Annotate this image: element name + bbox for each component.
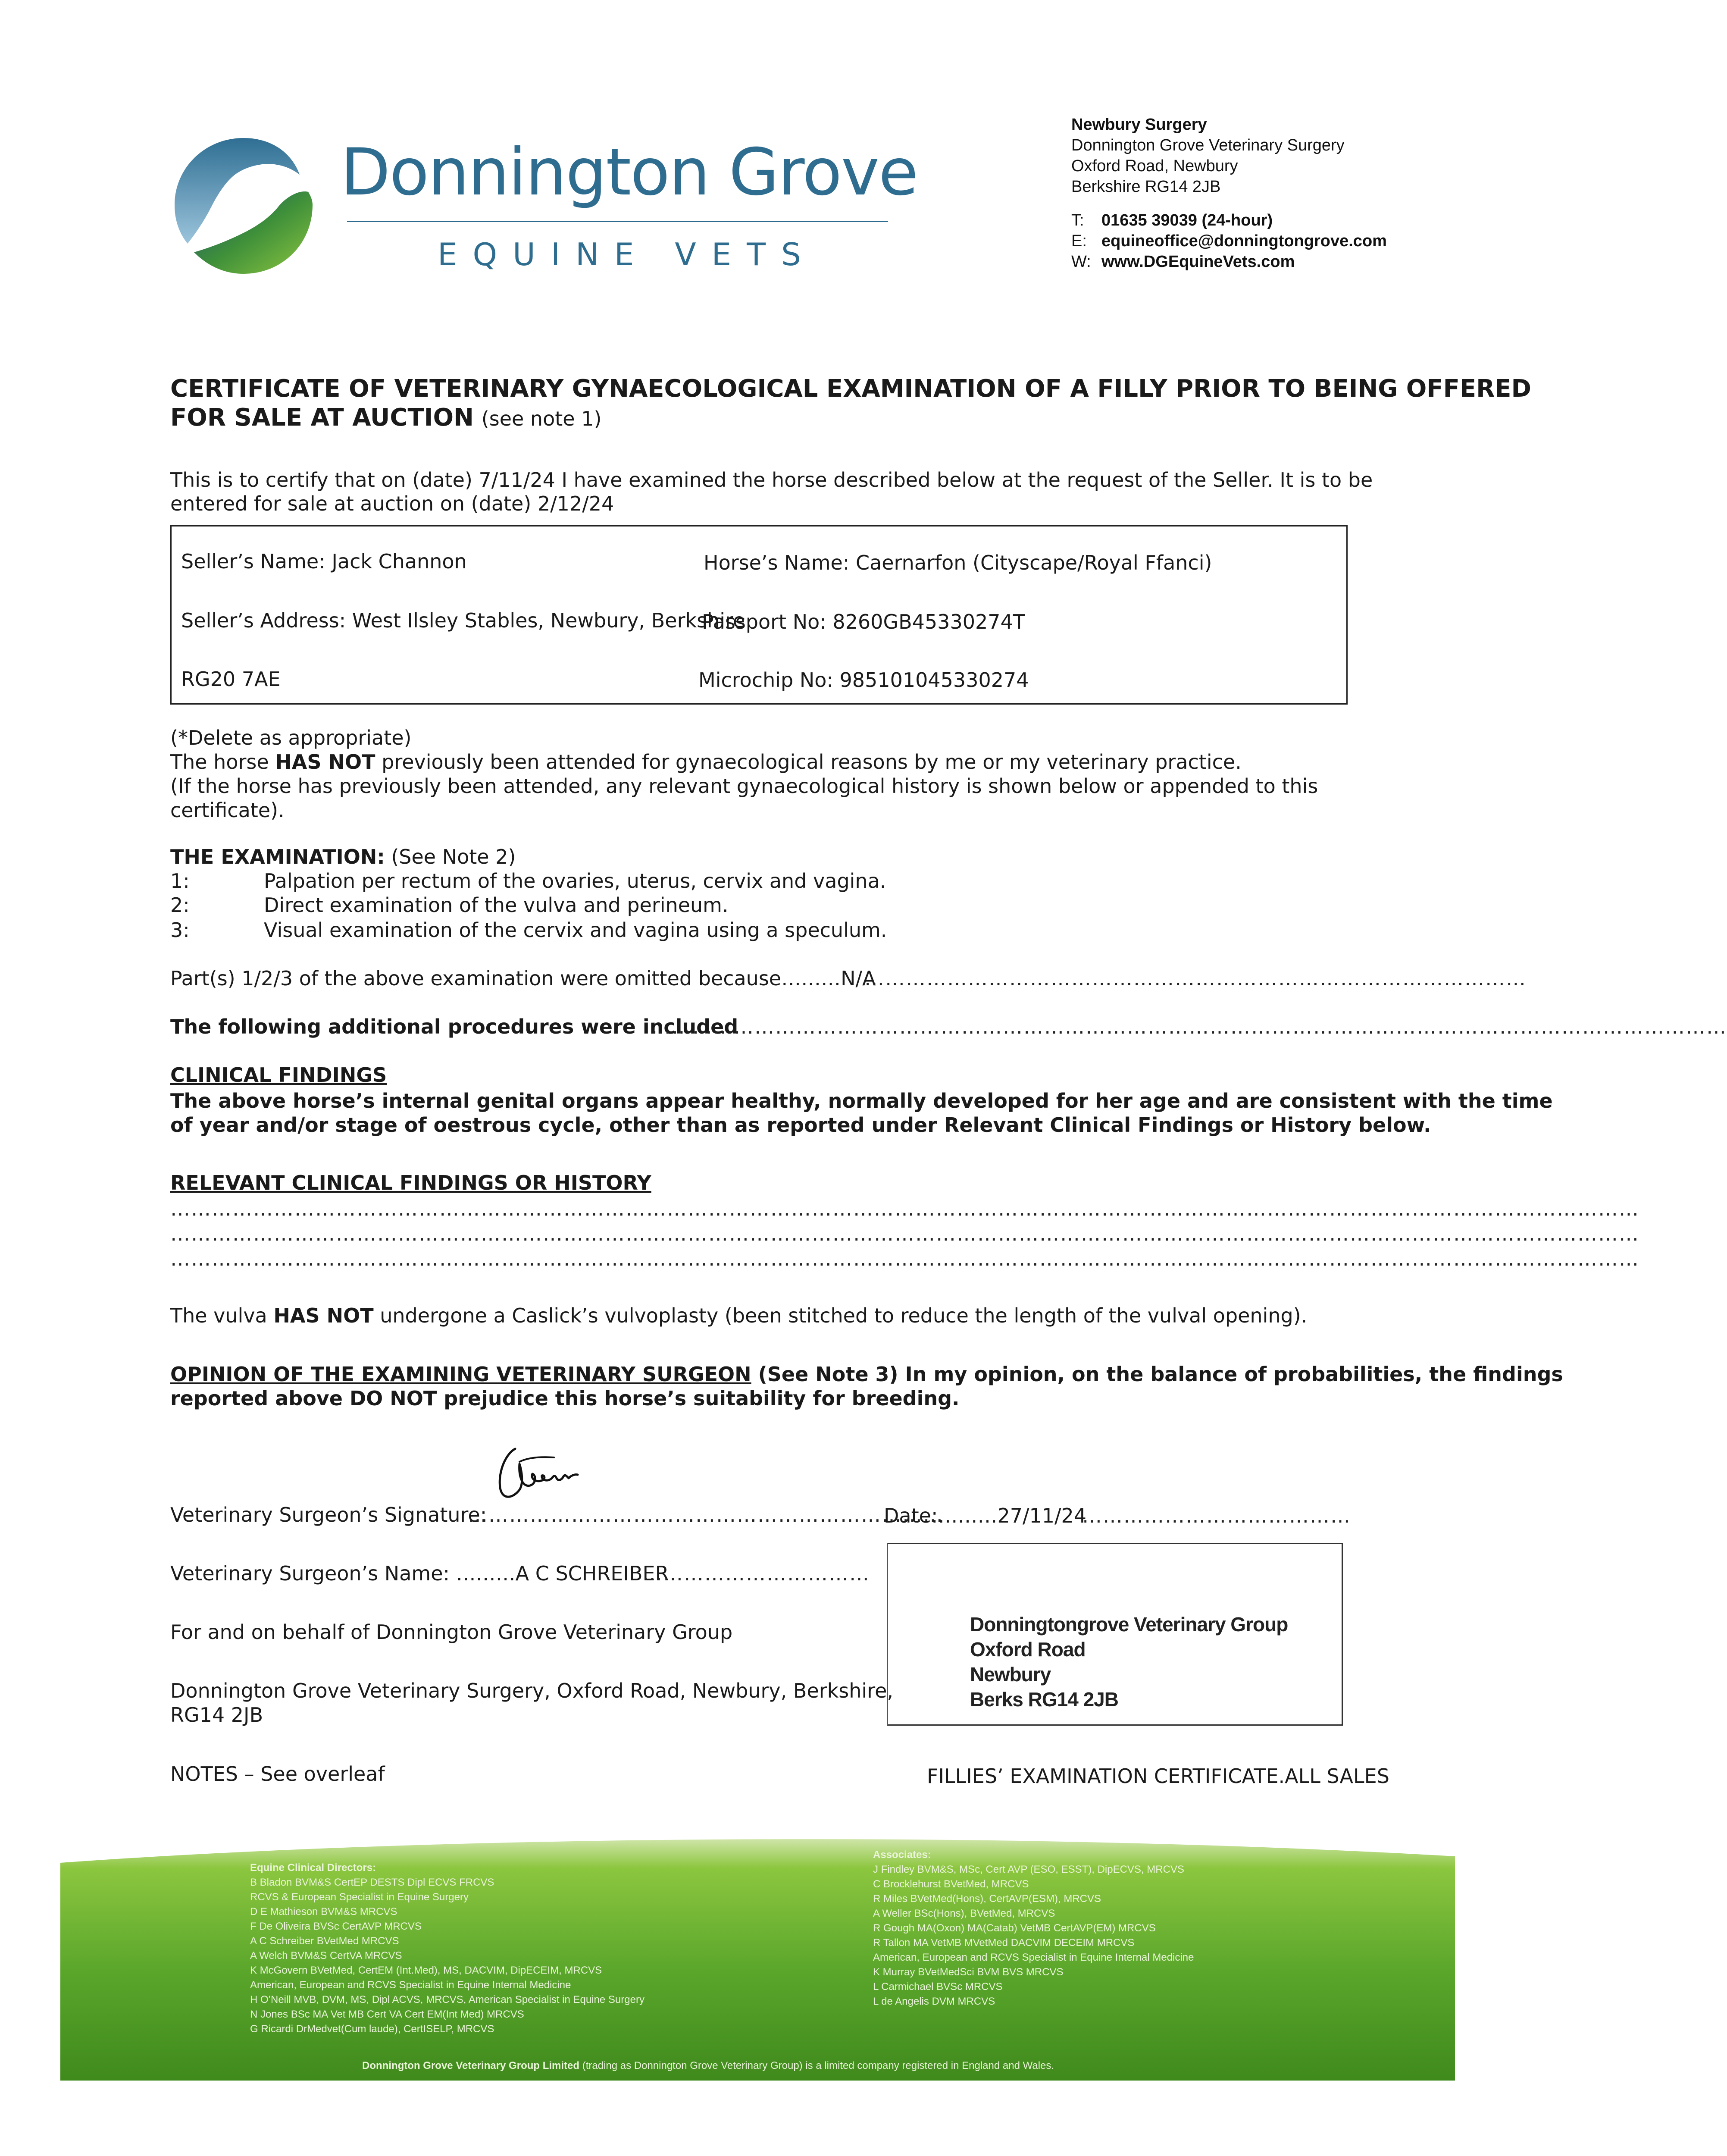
- web-label: W:: [1071, 253, 1091, 271]
- exam-item-text: Visual examination of the cervix and vagina using a speculum.: [264, 918, 887, 942]
- company-name: Donnington Grove Veterinary Group Limited: [362, 2060, 580, 2071]
- phone-label: T:: [1071, 211, 1084, 229]
- directors-heading: Equine Clinical Directors:: [250, 1862, 376, 1874]
- company-details: (trading as Donnington Grove Veterinary Group) is a limited company registered in England and Wales.: [579, 2060, 1054, 2071]
- title-note: (see note 1): [481, 407, 602, 430]
- signature-image: [489, 1440, 593, 1509]
- director-entry: American, European and RCVS Specialist in Equine Internal Medicine: [250, 1979, 571, 1991]
- seller-address: Seller’s Address: West Ilsley Stables, Newbury, Berkshire: [181, 609, 745, 632]
- phone-row: [1071, 210, 1387, 231]
- brand-divider: [347, 221, 888, 222]
- stamp-line: Berks RG14 2JB: [970, 1688, 1118, 1711]
- associates-heading: Associates:: [873, 1849, 931, 1861]
- brand-tagline: EQUINE VETS: [438, 236, 817, 273]
- opinion-line2: reported above DO NOT prejudice this horse’s suitability for breeding.: [170, 1387, 960, 1410]
- examination-heading: [170, 844, 516, 869]
- associate-entry: R Tallon MA VetMB MVetMed DACVIM DECEIM MRCVS: [873, 1937, 1135, 1949]
- relevant-dotted-line: ……………………………………………………………………………………………………………………………………………………………………………………………: [170, 1247, 1639, 1270]
- additional-procedures: The following additional procedures were included: [170, 1015, 738, 1038]
- certificate-title-line1: CERTIFICATE OF VETERINARY GYNAECOLOGICAL EXAMINATION OF A FILLY PRIOR TO BEING OFFERED: [170, 375, 1531, 403]
- notes-reference: NOTES – See overleaf: [170, 1762, 385, 1786]
- additional-dotted-line: …………………………………………………………………………………………………………………………………………: [651, 1015, 1727, 1038]
- address-line: Oxford Road, Newbury: [1071, 157, 1238, 175]
- exam-item-number: 1:: [170, 869, 190, 893]
- relevant-dotted-line: ……………………………………………………………………………………………………………………………………………………………………………………………: [170, 1197, 1639, 1220]
- surgeon-name: Veterinary Surgeon’s Name: ………A C SCHREIBER: [170, 1562, 669, 1585]
- microchip-number: Microchip No: 985101045330274: [698, 668, 1029, 692]
- title-text: FOR SALE AT AUCTION: [170, 404, 474, 432]
- examination-title: THE EXAMINATION:: [170, 845, 385, 868]
- associate-entry: American, European and RCVS Specialist in Equine Internal Medicine: [873, 1952, 1194, 1963]
- clinical-findings-line1: The above horse’s internal genital organs appear healthy, normally developed for her age and are consistent with the time: [170, 1089, 1553, 1112]
- email-link[interactable]: equineoffice@donningtongrove.com: [1101, 232, 1387, 250]
- address-line: Donnington Grove Veterinary Surgery: [1071, 136, 1345, 154]
- director-entry: F De Oliveira BVSc CertAVP MRCVS: [250, 1921, 422, 1932]
- form-name: FILLIES’ EXAMINATION CERTIFICATE.ALL SALES: [927, 1764, 1389, 1788]
- director-entry: B Bladon BVM&S CertEP DESTS Dipl ECVS FRCVS: [250, 1877, 494, 1888]
- delete-note: (*Delete as appropriate): [170, 726, 412, 749]
- clinical-findings-heading: CLINICAL FINDINGS: [170, 1063, 387, 1087]
- signature-label: Veterinary Surgeon’s Signature:: [170, 1503, 487, 1526]
- surgery-address-line1: Donnington Grove Veterinary Surgery, Oxford Road, Newbury, Berkshire,: [170, 1679, 894, 1702]
- history-statement: [170, 749, 1242, 774]
- associate-entry: R Gough MA(Oxon) MA(Catab) VetMB CertAVP(EM) MRCVS: [873, 1922, 1156, 1934]
- relevant-dotted-line: ……………………………………………………………………………………………………………………………………………………………………………………………: [170, 1222, 1639, 1245]
- omitted-parts: Part(s) 1/2/3 of the above examination were omitted because………N/A: [170, 967, 876, 990]
- stamp-line: Oxford Road: [970, 1638, 1086, 1661]
- logo-emblem: [170, 134, 317, 276]
- history-status: HAS NOT: [275, 750, 375, 774]
- signature-dotted-line: ……………………………………………………………: [468, 1503, 944, 1526]
- exam-item-number: 2:: [170, 893, 190, 917]
- date-dotted-line: …………………………………: [1082, 1504, 1351, 1527]
- horse-name: Horse’s Name: Caernarfon (Cityscape/Royal Ffanci): [704, 551, 1212, 574]
- exam-item-text: Direct examination of the vulva and perineum.: [264, 893, 729, 917]
- history-note-line2: certificate).: [170, 799, 285, 822]
- web-row: [1071, 251, 1387, 272]
- vulva-text: The vulva: [170, 1304, 274, 1327]
- clinical-findings-line2: of year and/or stage of oestrous cycle, other than as reported under Relevant Clinical Findings or History below.: [170, 1113, 1431, 1137]
- opinion-text: (See Note 3) In my opinion, on the balance of probabilities, the findings: [751, 1363, 1563, 1386]
- exam-item-number: 3:: [170, 918, 190, 942]
- certify-line1: This is to certify that on (date) 7/11/24 I have examined the horse described below at the request of the Seller. It is to be: [170, 468, 1373, 492]
- stamp-line: Newbury: [970, 1663, 1051, 1686]
- behalf-statement: For and on behalf of Donnington Grove Veterinary Group: [170, 1620, 733, 1644]
- director-entry: N Jones BSc MA Vet MB Cert VA Cert EM(Int Med) MRCVS: [250, 2009, 524, 2020]
- directors-list: [250, 1861, 644, 2037]
- associate-entry: K Murray BVetMedSci BVM BVS MRCVS: [873, 1966, 1064, 1978]
- name-dotted-line: ……………………………: [642, 1562, 870, 1585]
- vulva-statement: [170, 1303, 1307, 1328]
- surgery-name: Newbury Surgery: [1071, 116, 1207, 134]
- opinion-heading: OPINION OF THE EXAMINING VETERINARY SURGEON: [170, 1363, 751, 1386]
- footer-band: [60, 1830, 1455, 2081]
- exam-item-text: Palpation per rectum of the ovaries, uterus, cervix and vagina.: [264, 869, 886, 893]
- associate-entry: A Weller BSc(Hons), BVetMed, MRCVS: [873, 1908, 1055, 1919]
- examination-note: (See Note 2): [385, 845, 516, 868]
- director-entry: D E Mathieson BVM&S MRCVS: [250, 1906, 397, 1918]
- history-text: previously been attended for gynaecological reasons by me or my veterinary practice.: [375, 750, 1242, 774]
- phone-number: 01635 39039 (24-hour): [1101, 211, 1273, 229]
- address-line: Berkshire RG14 2JB: [1071, 178, 1221, 196]
- director-entry: RCVS & European Specialist in Equine Surgery: [250, 1891, 469, 1903]
- associate-entry: J Findley BVM&S, MSc, Cert AVP (ESO, ESST), DipECVS, MRCVS: [873, 1864, 1184, 1875]
- director-entry: K McGovern BVetMed, CertEM (Int.Med), MS, DACVIM, DipECEIM, MRCVS: [250, 1965, 602, 1976]
- stamp-line: Donningtongrove Veterinary Group: [970, 1613, 1288, 1636]
- seller-postcode: RG20 7AE: [181, 667, 281, 691]
- seller-name: Seller’s Name: Jack Channon: [181, 550, 467, 573]
- omitted-dotted-line: ……………………………………………………………………………………: [864, 967, 1527, 990]
- director-entry: A C Schreiber BVetMed MRCVS: [250, 1935, 399, 1947]
- director-entry: A Welch BVM&S CertVA MRCVS: [250, 1950, 402, 1962]
- associate-entry: R Miles BVetMed(Hons), CertAVP(ESM), MRCVS: [873, 1893, 1101, 1905]
- email-row: [1071, 231, 1387, 251]
- company-registration: [362, 2059, 1054, 2073]
- passport-number: Passport No: 8260GB45330274T: [702, 610, 1025, 633]
- director-entry: G Ricardi DrMedvet(Cum laude), CertISELP, MRCVS: [250, 2023, 494, 2035]
- associate-entry: L Carmichael BVSc MRCVS: [873, 1981, 1003, 1993]
- certify-line2: entered for sale at auction on (date) 2/12/24: [170, 492, 614, 515]
- practice-stamp: [970, 1612, 1288, 1712]
- email-label: E:: [1071, 232, 1087, 250]
- relevant-findings-heading: RELEVANT CLINICAL FINDINGS OR HISTORY: [170, 1171, 651, 1194]
- web-link[interactable]: www.DGEquineVets.com: [1101, 253, 1295, 271]
- signature-date: Date:………27/11/24: [884, 1504, 1087, 1527]
- brand-name: Donnington Grove: [341, 135, 918, 210]
- associate-entry: L de Angelis DVM MRCVS: [873, 1996, 995, 2007]
- vulva-status: HAS NOT: [273, 1304, 374, 1327]
- opinion-line1: [170, 1362, 1563, 1387]
- associates-list: [873, 1848, 1194, 2009]
- horse-head-icon: [170, 134, 317, 276]
- vulva-text: undergone a Caslick’s vulvoplasty (been stitched to reduce the length of the vulval opening).: [373, 1304, 1308, 1327]
- surgery-contact: [1071, 114, 1387, 272]
- history-note-line1: (If the horse has previously been attended, any relevant gynaecological history is shown below or appended to this: [170, 774, 1318, 798]
- surgery-address-line2: RG14 2JB: [170, 1703, 263, 1727]
- certificate-title-line2: [170, 403, 601, 433]
- history-text: The horse: [170, 750, 275, 774]
- director-entry: H O’Neill MVB, DVM, MS, Dipl ACVS, MRCVS, American Specialist in Equine Surgery: [250, 1994, 644, 2006]
- associate-entry: C Brocklehurst BVetMed, MRCVS: [873, 1878, 1029, 1890]
